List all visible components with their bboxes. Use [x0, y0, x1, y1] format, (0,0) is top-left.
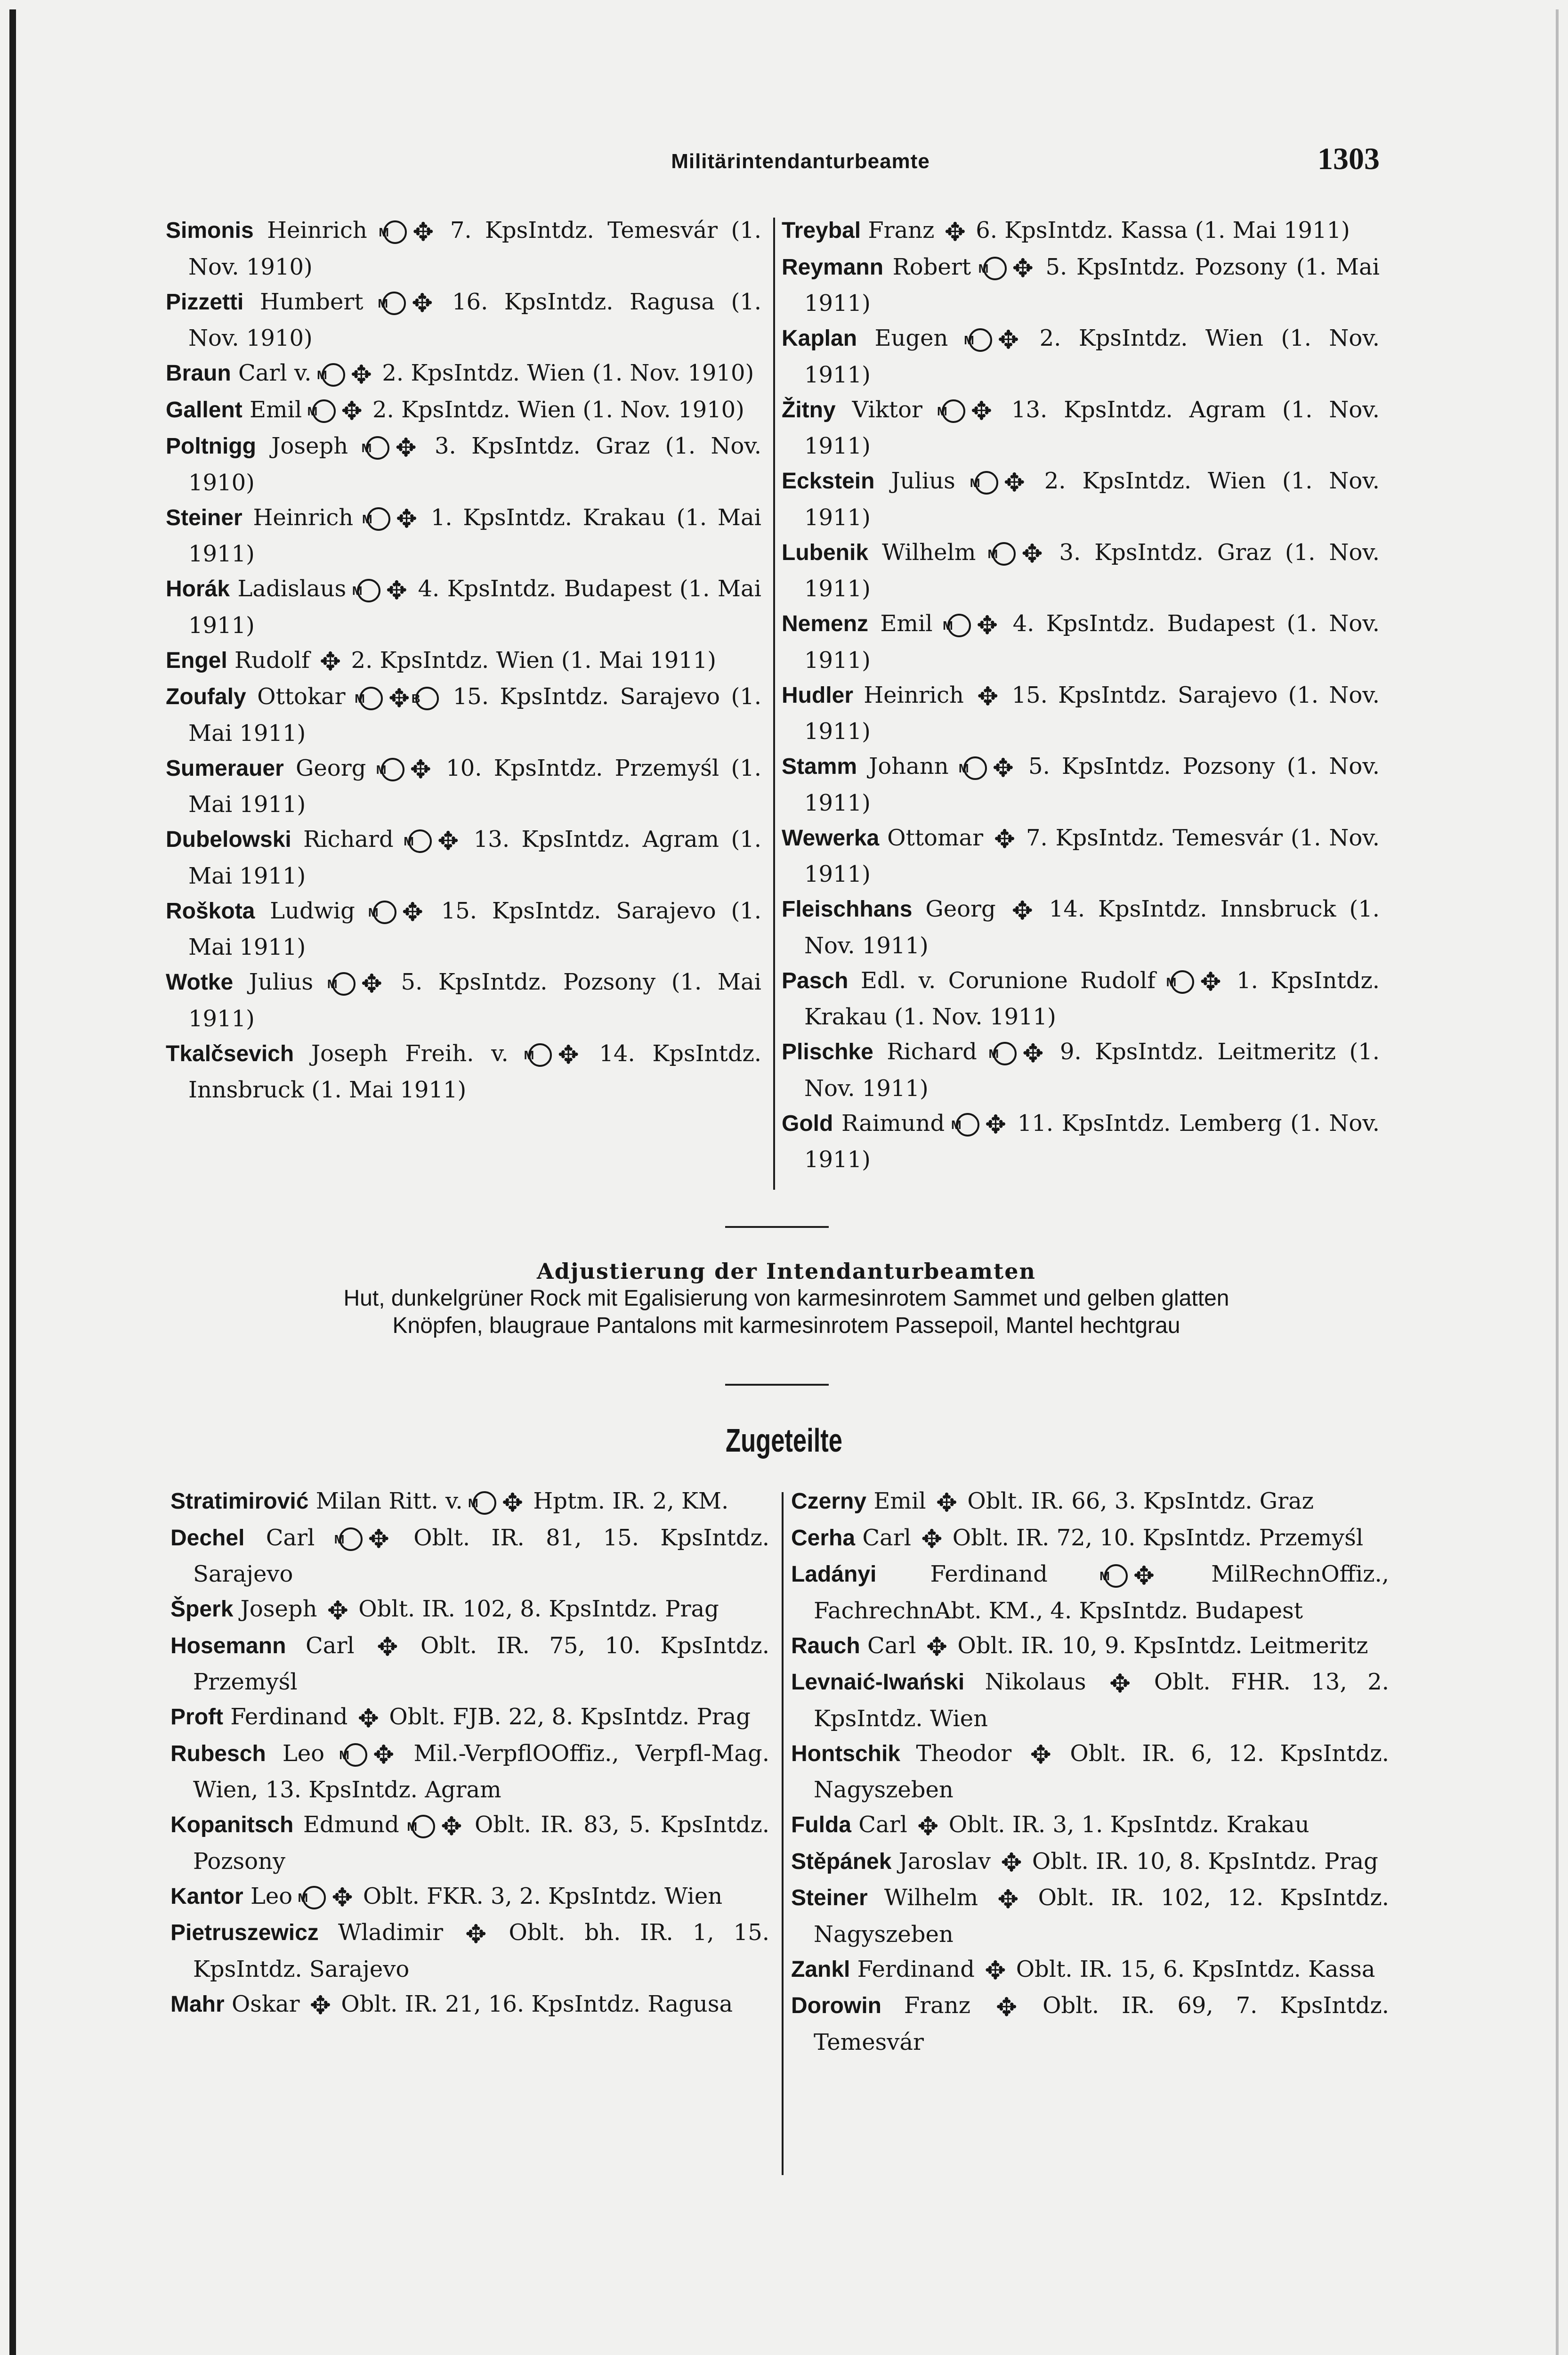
posting: Oblt. IR. 75, 10. KpsIntdz. Przemyśl — [193, 1632, 769, 1695]
posting: 5. KpsIntdz. Pozsony (1. Mai 1911) — [188, 969, 761, 1032]
given-name: Humbert — [259, 288, 364, 315]
surname: Dechel — [170, 1525, 245, 1551]
surname: Zoufaly — [166, 684, 246, 709]
posting: 1. KpsIntdz. Krakau (1. Nov. 1911) — [804, 967, 1380, 1030]
given-name: Carl — [867, 1632, 916, 1659]
list-entry — [782, 392, 1380, 464]
given-name: Emil — [249, 396, 302, 423]
given-name: Raimund — [841, 1110, 945, 1137]
list-entry — [166, 571, 761, 643]
given-name: Rudolf — [234, 647, 310, 674]
posting: Oblt. IR. 6, 12. KpsIntdz. Nagyszeben — [814, 1740, 1390, 1803]
given-name: Franz — [868, 217, 935, 244]
list-entry — [782, 963, 1380, 1035]
service-cross-icon: ✥ — [995, 1992, 1018, 2022]
posting: 2. KpsIntdz. Wien (1. Nov. 1911) — [804, 468, 1380, 531]
posting: 1. KpsIntdz. Krakau (1. Mai 1911) — [188, 504, 761, 567]
given-name: Ferdinand — [230, 1704, 348, 1730]
surname: Roškota — [166, 898, 255, 924]
given-name: Jaroslav — [898, 1848, 991, 1875]
list-entry — [166, 965, 761, 1036]
column-divider-bottom — [782, 1492, 784, 2175]
surname: Treybal — [782, 218, 861, 243]
service-cross-icon: ✥ — [396, 504, 418, 534]
merit-medal-icon: M — [344, 1743, 367, 1767]
service-cross-icon: ✥ — [410, 755, 431, 784]
service-cross-icon: ✥ — [985, 1956, 1006, 1985]
surname: Fleischhans — [782, 897, 913, 922]
service-cross-icon: ✥ — [917, 1811, 939, 1841]
surname: Ladányi — [791, 1562, 877, 1587]
surname: Reymann — [782, 254, 884, 280]
service-cross-icon: ✥ — [377, 1632, 398, 1662]
section-rule-top — [725, 1226, 829, 1228]
merit-medal-icon: M — [382, 292, 406, 315]
list-entry — [166, 500, 761, 572]
surname: Poltnigg — [166, 434, 256, 459]
merit-medal-icon: M — [357, 579, 380, 602]
uniform-description — [226, 1258, 1347, 1340]
list-entry — [782, 321, 1380, 392]
posting: 6. KpsIntdz. Kassa (1. Mai 1911) — [976, 217, 1350, 244]
list-entry — [170, 1987, 769, 2023]
service-cross-icon: ✥ — [1109, 1668, 1131, 1698]
given-name: Carl — [266, 1524, 315, 1551]
list-entry — [782, 213, 1380, 250]
list-entry — [791, 1520, 1389, 1557]
service-cross-icon: ✥ — [501, 1487, 524, 1518]
surname: Kantor — [170, 1884, 243, 1909]
posting: Oblt. FJB. 22, 8. KpsIntdz. Prag — [389, 1704, 751, 1730]
list-entry — [166, 213, 761, 284]
surname: Hosemann — [170, 1633, 286, 1658]
service-cross-icon: ✥ — [357, 1703, 380, 1733]
list-entry — [791, 1807, 1389, 1844]
merit-medal-icon: M — [373, 901, 396, 924]
given-name: Ladislaus — [237, 576, 347, 602]
service-cross-icon: ✥ — [997, 1884, 1019, 1914]
service-cross-icon: ✥ — [327, 1595, 349, 1625]
surname: Cerha — [791, 1525, 856, 1551]
given-name: Heinrich — [864, 682, 964, 708]
list-entry — [166, 893, 761, 965]
merit-medal-icon: M — [332, 972, 356, 996]
surname: Steiner — [166, 505, 242, 530]
given-name: Oskar — [231, 1990, 300, 2017]
service-cross-icon: ✥ — [441, 1811, 462, 1841]
posting: Oblt. IR. 10, 9. KpsIntdz. Leitmeritz — [957, 1632, 1368, 1659]
posting: Hptm. IR. 2, KM. — [533, 1488, 729, 1514]
posting: Mil.-VerpflOOffiz., Verpfl-Mag. Wien, 13. KpsIntdz. Agram — [193, 1740, 769, 1803]
list-entry — [170, 1628, 769, 1700]
list-entry — [166, 356, 761, 392]
given-name: Heinrich — [267, 217, 367, 244]
service-cross-icon: ✥ — [926, 1632, 948, 1662]
list-entry — [166, 751, 761, 822]
surname: Hontschik — [791, 1741, 901, 1766]
merit-medal-icon: M — [528, 1043, 552, 1067]
given-name: Georg — [925, 896, 996, 922]
merit-medal-icon: M — [969, 328, 992, 352]
posting: 4. KpsIntdz. Budapest (1. Mai 1911) — [188, 576, 761, 639]
service-cross-icon: ✥ — [994, 824, 1016, 854]
given-name: Richard — [887, 1039, 977, 1065]
given-name: Edmund — [303, 1811, 399, 1838]
surname: Pasch — [782, 968, 849, 993]
service-cross-icon: ✥ — [386, 575, 407, 605]
posting: 11. KpsIntdz. Lemberg (1. Nov. 1911) — [804, 1110, 1380, 1173]
merit-medal-icon: M — [339, 1527, 363, 1551]
surname: Engel — [166, 648, 227, 673]
assigned-list-left — [170, 1484, 769, 2023]
surname: Stamm — [782, 754, 857, 779]
list-entry — [791, 1736, 1389, 1808]
merit-medal-icon: M — [381, 758, 404, 781]
surname: Wewerka — [782, 825, 880, 851]
given-name: Julius — [249, 969, 314, 995]
given-name: Ferdinand — [857, 1956, 975, 1982]
list-entry — [170, 1736, 769, 1808]
surname: Tkalčsevich — [166, 1041, 294, 1066]
given-name: Joseph Freih. v. — [311, 1040, 509, 1067]
list-entry — [782, 820, 1380, 892]
surname: Hudler — [782, 682, 854, 708]
list-entry — [166, 643, 761, 680]
service-cross-icon: ✥ — [361, 968, 382, 999]
merit-medal-icon: M — [412, 1815, 435, 1838]
surname: Mahr — [170, 1991, 225, 2017]
list-entry — [791, 1484, 1389, 1520]
given-name: Joseph — [240, 1596, 317, 1622]
service-cross-icon: ✥ — [1030, 1740, 1051, 1770]
surname: Šperk — [170, 1597, 234, 1622]
posting: 2. KpsIntdz. Wien (1. Mai 1911) — [351, 647, 716, 674]
surname: Kopanitsch — [170, 1812, 294, 1837]
given-name: Carl v. — [238, 360, 312, 386]
given-name: Ferdinand — [930, 1561, 1048, 1587]
list-entry — [166, 822, 761, 893]
surname: Kaplan — [782, 326, 857, 351]
service-cross-icon: ✥ — [985, 1110, 1007, 1139]
service-cross-icon: ✥ — [1021, 539, 1043, 568]
service-cross-icon: ✥ — [936, 1487, 958, 1518]
posting: 14. KpsIntdz. Innsbruck (1. Nov. 1911) — [804, 896, 1380, 959]
given-name: Georg — [296, 755, 366, 781]
merit-medal-icon: M — [993, 1042, 1017, 1065]
merit-medal-icon: M — [366, 436, 389, 460]
merit-medal-icon: M — [359, 687, 383, 710]
list-entry — [166, 429, 761, 500]
service-cross-icon: ✥ — [1001, 1848, 1022, 1877]
merit-medal-icon: M — [956, 1113, 979, 1137]
surname: Stratimirović — [170, 1489, 309, 1514]
surname: Stěpánek — [791, 1849, 892, 1874]
merit-medal-icon: M — [963, 756, 987, 780]
service-cross-icon: ✥ — [309, 1990, 331, 2020]
posting: 10. KpsIntdz. Przemyśl (1. Mai 1911) — [188, 755, 761, 818]
list-entry — [782, 250, 1380, 321]
given-name: Eugen — [874, 325, 948, 351]
posting: 2. KpsIntdz. Wien (1. Nov. 1910) — [382, 360, 754, 386]
merit-medal-icon: M — [975, 471, 998, 495]
merit-medal-icon: M — [983, 257, 1007, 280]
column-divider — [773, 218, 775, 1190]
given-name: Joseph — [271, 433, 348, 459]
given-name: Julius — [891, 468, 955, 494]
uniform-line-2: Knöpfen, blaugraue Pantalons mit karmesinrotem Passepoil, Mantel hechtgrau — [392, 1313, 1180, 1338]
surname: Gallent — [166, 397, 242, 422]
list-entry — [170, 1915, 769, 1987]
given-name: Wilhelm — [881, 539, 976, 566]
posting: 5. KpsIntdz. Pozsony (1. Nov. 1911) — [804, 753, 1380, 816]
surname: Fulda — [791, 1812, 851, 1837]
service-cross-icon: ✥ — [373, 1740, 395, 1770]
list-entry — [782, 1106, 1380, 1178]
given-name: Johann — [869, 753, 949, 780]
service-cross-icon: ✥ — [944, 217, 966, 247]
posting: 15. KpsIntdz. Sarajevo (1. Nov. 1911) — [804, 682, 1380, 745]
posting: 2. KpsIntdz. Wien (1. Nov. 1910) — [372, 396, 744, 423]
posting: 2. KpsIntdz. Wien (1. Nov. 1911) — [804, 325, 1380, 388]
merit-medal-icon: M — [408, 829, 432, 853]
posting: 4. KpsIntdz. Budapest (1. Nov. 1911) — [804, 610, 1380, 674]
merit-medal-icon: M — [302, 1886, 326, 1909]
service-cross-icon: ✥ — [1003, 467, 1025, 497]
posting: MilRechnOffiz., FachrechnAbt. KM., 4. KpsIntdz. Budapest — [814, 1561, 1390, 1624]
surname: Eckstein — [782, 469, 875, 494]
surname: Czerny — [791, 1489, 867, 1514]
service-cross-icon: ✥ — [992, 753, 1014, 783]
surname: Pizzetti — [166, 289, 244, 315]
service-cross-icon: ✥ — [437, 826, 459, 856]
service-cross-icon: ✥ — [465, 1919, 487, 1949]
list-entry — [782, 892, 1380, 963]
surname: Dorowin — [791, 1993, 881, 2018]
merit-medal-icon: M — [947, 614, 971, 637]
given-name: Viktor — [852, 396, 922, 423]
given-name: Milan Ritt. v. — [315, 1488, 463, 1514]
given-name: Ottomar — [887, 824, 984, 851]
given-name: Leo — [250, 1883, 293, 1909]
posting: 13. KpsIntdz. Agram (1. Mai 1911) — [188, 826, 761, 889]
list-entry — [791, 1665, 1389, 1736]
posting: Oblt. IR. 102, 8. KpsIntdz. Prag — [358, 1596, 719, 1622]
surname: Gold — [782, 1111, 833, 1136]
given-name: Nikolaus — [985, 1669, 1086, 1695]
surname: Steiner — [791, 1885, 868, 1910]
list-entry — [166, 392, 761, 429]
merit-medal-icon: M — [992, 542, 1016, 566]
surname: Braun — [166, 361, 231, 386]
posting: Oblt. IR. 72, 10. KpsIntdz. Przemyśl — [952, 1524, 1364, 1551]
list-entry — [782, 535, 1380, 607]
surname: Levnaić-Iwański — [791, 1670, 965, 1695]
service-cross-icon: ✥ — [977, 682, 999, 711]
posting: 7. KpsIntdz. Temesvár (1. Nov. 1910) — [188, 217, 761, 280]
given-name: Wladimir — [338, 1919, 444, 1946]
service-cross-icon: ✥ — [1022, 1038, 1044, 1068]
officials-list-right — [782, 213, 1380, 1177]
surname: Zankl — [791, 1957, 850, 1982]
list-entry — [170, 1484, 769, 1520]
service-cross-icon: ✥ — [331, 1883, 353, 1912]
service-cross-icon: ✥ — [970, 396, 993, 426]
surname: Žitny — [782, 397, 836, 422]
service-cross-icon: ✥ — [388, 683, 410, 713]
service-cross-icon: ✥ — [976, 610, 998, 640]
service-cross-icon: ✥ — [558, 1040, 579, 1070]
list-entry — [782, 749, 1380, 820]
service-cross-icon: ✥ — [1200, 967, 1221, 997]
uniform-title: Adjustierung der Intendanturbeamten — [537, 1259, 1036, 1284]
service-cross-icon: ✥ — [350, 359, 372, 390]
posting: Oblt. IR. 69, 7. KpsIntdz. Temesvár — [814, 1992, 1389, 2055]
posting: 5. KpsIntdz. Pozsony (1. Mai 1911) — [804, 253, 1380, 317]
given-name: Leo — [282, 1740, 324, 1767]
list-entry — [791, 1952, 1389, 1989]
posting: Oblt. FKR. 3, 2. KpsIntdz. Wien — [363, 1883, 723, 1909]
list-entry — [166, 284, 761, 356]
list-entry — [170, 1699, 769, 1736]
merit-medal-icon: M — [367, 507, 390, 531]
surname: Simonis — [166, 218, 254, 243]
posting: 16. KpsIntdz. Ragusa (1. Nov. 1910) — [188, 288, 761, 351]
given-name: Carl — [862, 1524, 911, 1551]
surname: Sumerauer — [166, 755, 284, 781]
officials-list-left — [166, 213, 761, 1107]
posting: Oblt. bh. IR. 1, 15. KpsIntdz. Sarajevo — [193, 1919, 770, 1982]
list-entry — [166, 1036, 761, 1108]
service-cross-icon: ✥ — [412, 217, 434, 247]
service-cross-icon: ✥ — [1012, 253, 1034, 283]
posting: 14. KpsIntdz. Innsbruck (1. Mai 1911) — [188, 1040, 762, 1103]
given-name: Franz — [904, 1992, 970, 2019]
given-name: Edl. v. Corunione Rudolf — [860, 967, 1156, 994]
merit-medal-icon: M — [942, 399, 965, 423]
posting: Oblt. IR. 81, 15. KpsIntdz. Sarajevo — [193, 1524, 769, 1587]
surname: Nemenz — [782, 611, 869, 636]
posting: Oblt. IR. 3, 1. KpsIntdz. Krakau — [948, 1811, 1309, 1838]
service-cross-icon: ✥ — [395, 432, 417, 463]
merit-medal-icon: M — [1171, 970, 1194, 994]
given-name: Emil — [880, 610, 933, 637]
posting: 7. KpsIntdz. Temesvár (1. Nov. 1911) — [804, 824, 1380, 887]
given-name: Wilhelm — [884, 1884, 978, 1911]
list-entry — [170, 1879, 769, 1916]
surname: Wotke — [166, 970, 234, 995]
list-entry — [791, 1844, 1389, 1881]
section-title: Zugeteilte — [726, 1422, 842, 1459]
posting: Oblt. IR. 102, 12. KpsIntdz. Nagyszeben — [814, 1884, 1389, 1948]
surname: Horák — [166, 577, 230, 601]
b-medal-icon: B — [415, 687, 439, 710]
list-entry — [782, 463, 1380, 535]
posting: Oblt. IR. 21, 16. KpsIntdz. Ragusa — [341, 1990, 733, 2017]
service-cross-icon: ✥ — [997, 325, 1019, 355]
posting: Oblt. IR. 66, 3. KpsIntdz. Graz — [967, 1488, 1314, 1514]
posting: 3. KpsIntdz. Graz (1. Nov. 1911) — [804, 539, 1380, 602]
service-cross-icon: ✥ — [341, 396, 363, 426]
posting: 15. KpsIntdz. Sarajevo (1. Mai 1911) — [188, 683, 761, 747]
surname: Plischke — [782, 1039, 873, 1064]
list-entry — [791, 1557, 1389, 1628]
surname: Rauch — [791, 1633, 860, 1658]
surname: Proft — [170, 1705, 223, 1730]
posting: Oblt. IR. 10, 8. KpsIntdz. Prag — [1032, 1848, 1378, 1875]
service-cross-icon: ✥ — [412, 288, 433, 318]
list-entry — [791, 1628, 1389, 1665]
given-name: Ludwig — [270, 897, 355, 924]
posting: Oblt. IR. 83, 5. KpsIntdz. Pozsony — [193, 1811, 770, 1875]
service-cross-icon: ✥ — [320, 647, 341, 676]
list-entry — [170, 1807, 769, 1879]
list-entry — [791, 1988, 1389, 2060]
posting: 9. KpsIntdz. Leitmeritz (1. Nov. 1911) — [804, 1039, 1380, 1102]
posting: Oblt. IR. 15, 6. KpsIntdz. Kassa — [1016, 1956, 1375, 1982]
surname: Pietruszewicz — [170, 1920, 319, 1945]
list-entry — [170, 1592, 769, 1628]
service-cross-icon: ✥ — [368, 1524, 389, 1554]
merit-medal-icon: M — [312, 399, 336, 423]
posting: 13. KpsIntdz. Agram (1. Nov. 1911) — [804, 396, 1380, 459]
service-cross-icon: ✥ — [1011, 895, 1033, 926]
list-entry — [791, 1880, 1389, 1952]
given-name: Heinrich — [253, 504, 354, 531]
given-name: Robert — [892, 253, 971, 280]
list-entry — [782, 1034, 1380, 1106]
given-name: Theodor — [916, 1740, 1012, 1767]
surname: Lubenik — [782, 540, 869, 565]
given-name: Ottokar — [257, 683, 346, 710]
merit-medal-icon: M — [1104, 1564, 1128, 1588]
merit-medal-icon: M — [322, 363, 345, 387]
service-cross-icon: ✥ — [402, 897, 423, 927]
merit-medal-icon: M — [473, 1491, 496, 1515]
page-number: 1303 — [1317, 142, 1380, 176]
list-entry — [166, 679, 761, 751]
uniform-line-1: Hut, dunkelgrüner Rock mit Egalisierung von karmesinrotem Sammet und gelben glatten — [343, 1286, 1229, 1311]
given-name: Carl — [305, 1632, 355, 1659]
surname: Rubesch — [170, 1741, 266, 1766]
section-rule-bottom — [725, 1384, 829, 1386]
list-entry — [170, 1520, 769, 1592]
assigned-list-right — [791, 1484, 1389, 2060]
service-cross-icon: ✥ — [1133, 1560, 1155, 1591]
service-cross-icon: ✥ — [921, 1524, 943, 1554]
posting: Oblt. FHR. 13, 2. KpsIntdz. Wien — [814, 1669, 1389, 1732]
list-entry — [782, 606, 1380, 678]
posting: 15. KpsIntdz. Sarajevo (1. Mai 1911) — [188, 897, 761, 960]
merit-medal-icon: M — [383, 220, 407, 244]
list-entry — [782, 678, 1380, 749]
surname: Dubelowski — [166, 827, 291, 852]
given-name: Emil — [873, 1488, 926, 1514]
given-name: Carl — [858, 1811, 907, 1838]
posting: 3. KpsIntdz. Graz (1. Nov. 1910) — [188, 433, 762, 496]
running-head: Militärintendanturbeamte — [671, 150, 930, 173]
given-name: Richard — [303, 826, 394, 853]
